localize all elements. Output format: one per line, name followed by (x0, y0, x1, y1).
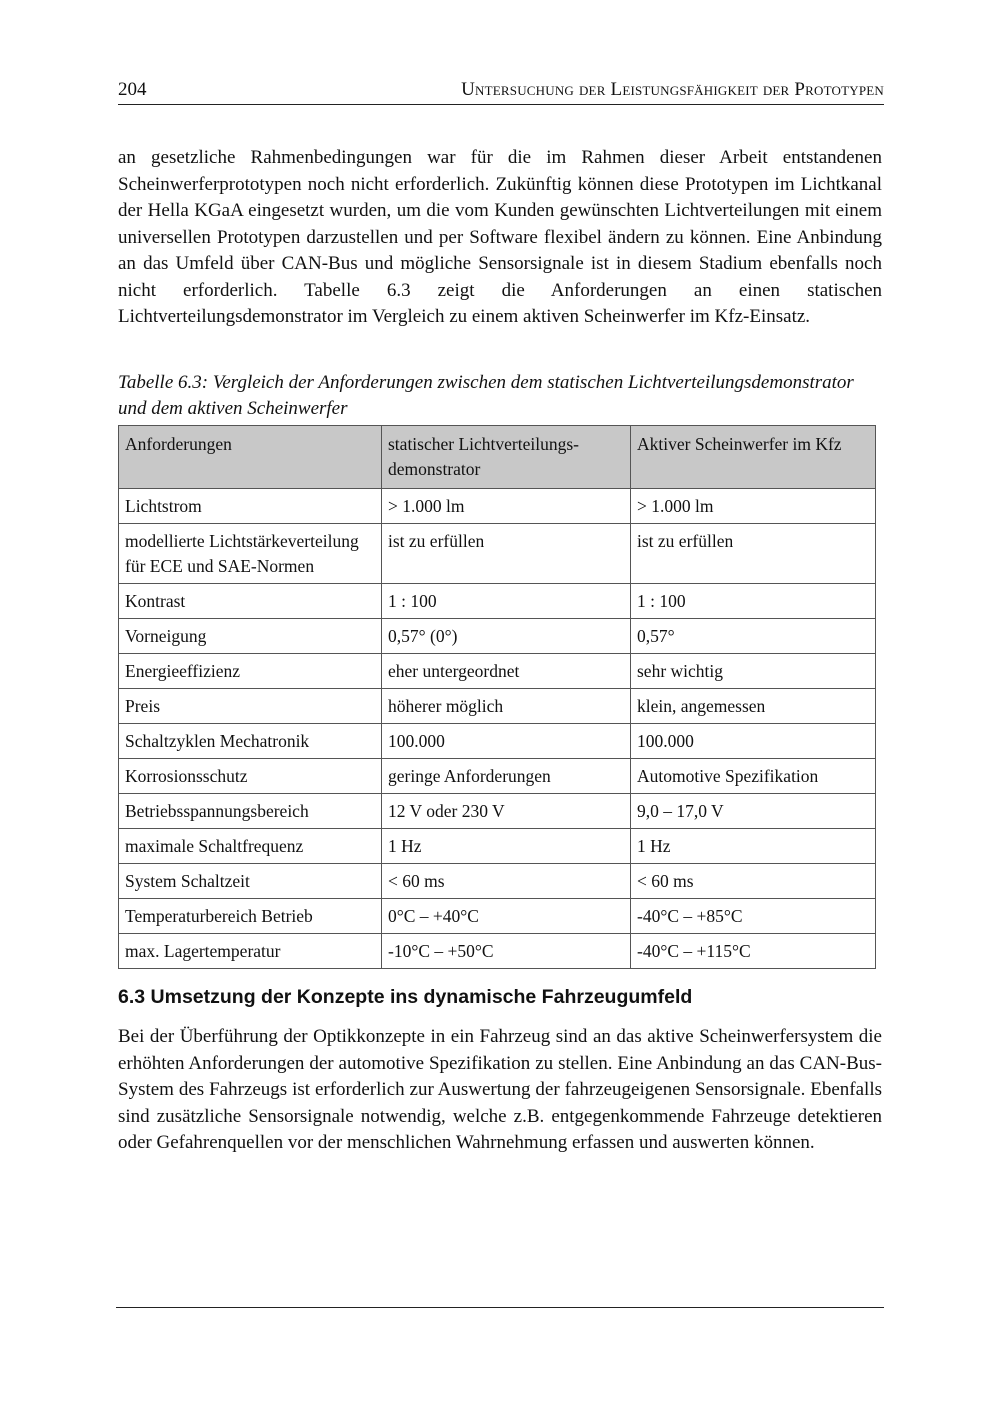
table-cell: 9,0 – 17,0 V (631, 794, 876, 829)
table-cell: > 1.000 lm (631, 489, 876, 524)
table-body (119, 489, 876, 969)
table-row (119, 759, 876, 794)
table-cell: eher untergeordnet (382, 654, 631, 689)
table-cell: System Schaltzeit (119, 864, 382, 899)
table-cell: -40°C – +115°C (631, 934, 876, 969)
column-header-static-demonstrator: statischer Lichtverteilungsdemonstrator (382, 426, 631, 489)
table-cell: 1 : 100 (631, 584, 876, 619)
table-row (119, 724, 876, 759)
table-cell: 0,57° (0°) (382, 619, 631, 654)
table-cell: maximale Schaltfrequenz (119, 829, 382, 864)
section-heading: 6.3 Umsetzung der Konzepte ins dynamische Fahrzeugumfeld (118, 986, 693, 1008)
table-row (119, 899, 876, 934)
column-header-active-headlamp: Aktiver Scheinwerfer im Kfz (631, 426, 876, 489)
table-cell: 1 Hz (382, 829, 631, 864)
table-cell: Preis (119, 689, 382, 724)
header-rule (118, 104, 884, 105)
table-cell: modellierte Lichtstärkeverteilung für ECE und SAE-Normen (119, 524, 382, 584)
table-row (119, 829, 876, 864)
table-cell: 12 V oder 230 V (382, 794, 631, 829)
table-cell: geringe Anforderungen (382, 759, 631, 794)
table-cell: -40°C – +85°C (631, 899, 876, 934)
table-row (119, 524, 876, 584)
body-paragraph-1: an gesetzliche Rahmenbedingungen war für die im Rahmen dieser Arbeit entstandenen Scheinwerferprototypen noch nicht erforderlich. Zukünftig können diese Prototypen im Lichtkanal der Hella KGaA eingesetzt wurden, um die vom Kunden gewünschten Lichtverteilungen mit einem universellen Prototypen darzustellen und per Software flexibel ändern zu können. Eine Anbindung an das Umfeld über CAN-Bus und mögliche Sensorsignale ist in diesem Stadium ebenfalls noch nicht erforderlich. Tabelle 6.3 zeigt die Anforderungen an einen statischen Lichtverteilungsdemonstrator im Vergleich zu einem aktiven Scheinwerfer im Kfz-Einsatz. (118, 147, 882, 327)
table-cell: Energieeffizienz (119, 654, 382, 689)
table-cell: 0°C – +40°C (382, 899, 631, 934)
table-caption: Tabelle 6.3: Vergleich der Anforderungen zwischen dem statischen Lichtverteilungsdemonstrator und dem aktiven Scheinwerfer (118, 372, 854, 419)
table-row (119, 794, 876, 829)
table-cell: < 60 ms (631, 864, 876, 899)
table-cell: max. Lagertemperatur (119, 934, 382, 969)
running-title: Untersuchung der Leistungsfähigkeit der Prototypen (461, 79, 884, 100)
table-cell: 1 : 100 (382, 584, 631, 619)
page-number: 204 (118, 79, 147, 100)
table-row (119, 654, 876, 689)
table-cell: < 60 ms (382, 864, 631, 899)
table-cell: ist zu erfüllen (631, 524, 876, 584)
table-cell: Automotive Spezifikation (631, 759, 876, 794)
table-cell: 100.000 (382, 724, 631, 759)
table-cell: Lichtstrom (119, 489, 382, 524)
table-cell: Korrosionsschutz (119, 759, 382, 794)
table-cell: sehr wichtig (631, 654, 876, 689)
table-row (119, 934, 876, 969)
body-paragraph-2: Bei der Überführung der Optikkonzepte in ein Fahrzeug sind an das aktive Scheinwerfersystem die erhöhten Anforderungen der automotive Spezifikation zu stellen. Eine Anbindung an das CAN-Bus-System des Fahrzeugs ist erforderlich zur Auswertung der fahrzeugeigenen Sensorsignale. Ebenfalls sind zusätzliche Sensorsignale notwendig, welche z.B. entgegenkommende Fahrzeuge detektieren oder Gefahrenquellen vor der menschlichen Wahrnehmung erfassen und auswerten können. (118, 1026, 882, 1153)
table-cell: Temperaturbereich Betrieb (119, 899, 382, 934)
table-cell: 1 Hz (631, 829, 876, 864)
table-cell: Schaltzyklen Mechatronik (119, 724, 382, 759)
table-row (119, 489, 876, 524)
requirements-table (118, 425, 876, 969)
table-cell: 100.000 (631, 724, 876, 759)
table-cell: Kontrast (119, 584, 382, 619)
table-row (119, 584, 876, 619)
table-cell: Betriebsspannungsbereich (119, 794, 382, 829)
table-cell: ist zu erfüllen (382, 524, 631, 584)
table-cell: 0,57° (631, 619, 876, 654)
table-cell: -10°C – +50°C (382, 934, 631, 969)
table-row (119, 619, 876, 654)
table-cell: > 1.000 lm (382, 489, 631, 524)
table-cell: klein, angemessen (631, 689, 876, 724)
column-header-requirements: Anforderungen (119, 426, 382, 489)
table-header-row (119, 426, 876, 489)
footer-rule (116, 1307, 884, 1308)
running-header (118, 78, 884, 102)
table-row (119, 864, 876, 899)
table-row (119, 689, 876, 724)
table-cell: höherer möglich (382, 689, 631, 724)
table-cell: Vorneigung (119, 619, 382, 654)
